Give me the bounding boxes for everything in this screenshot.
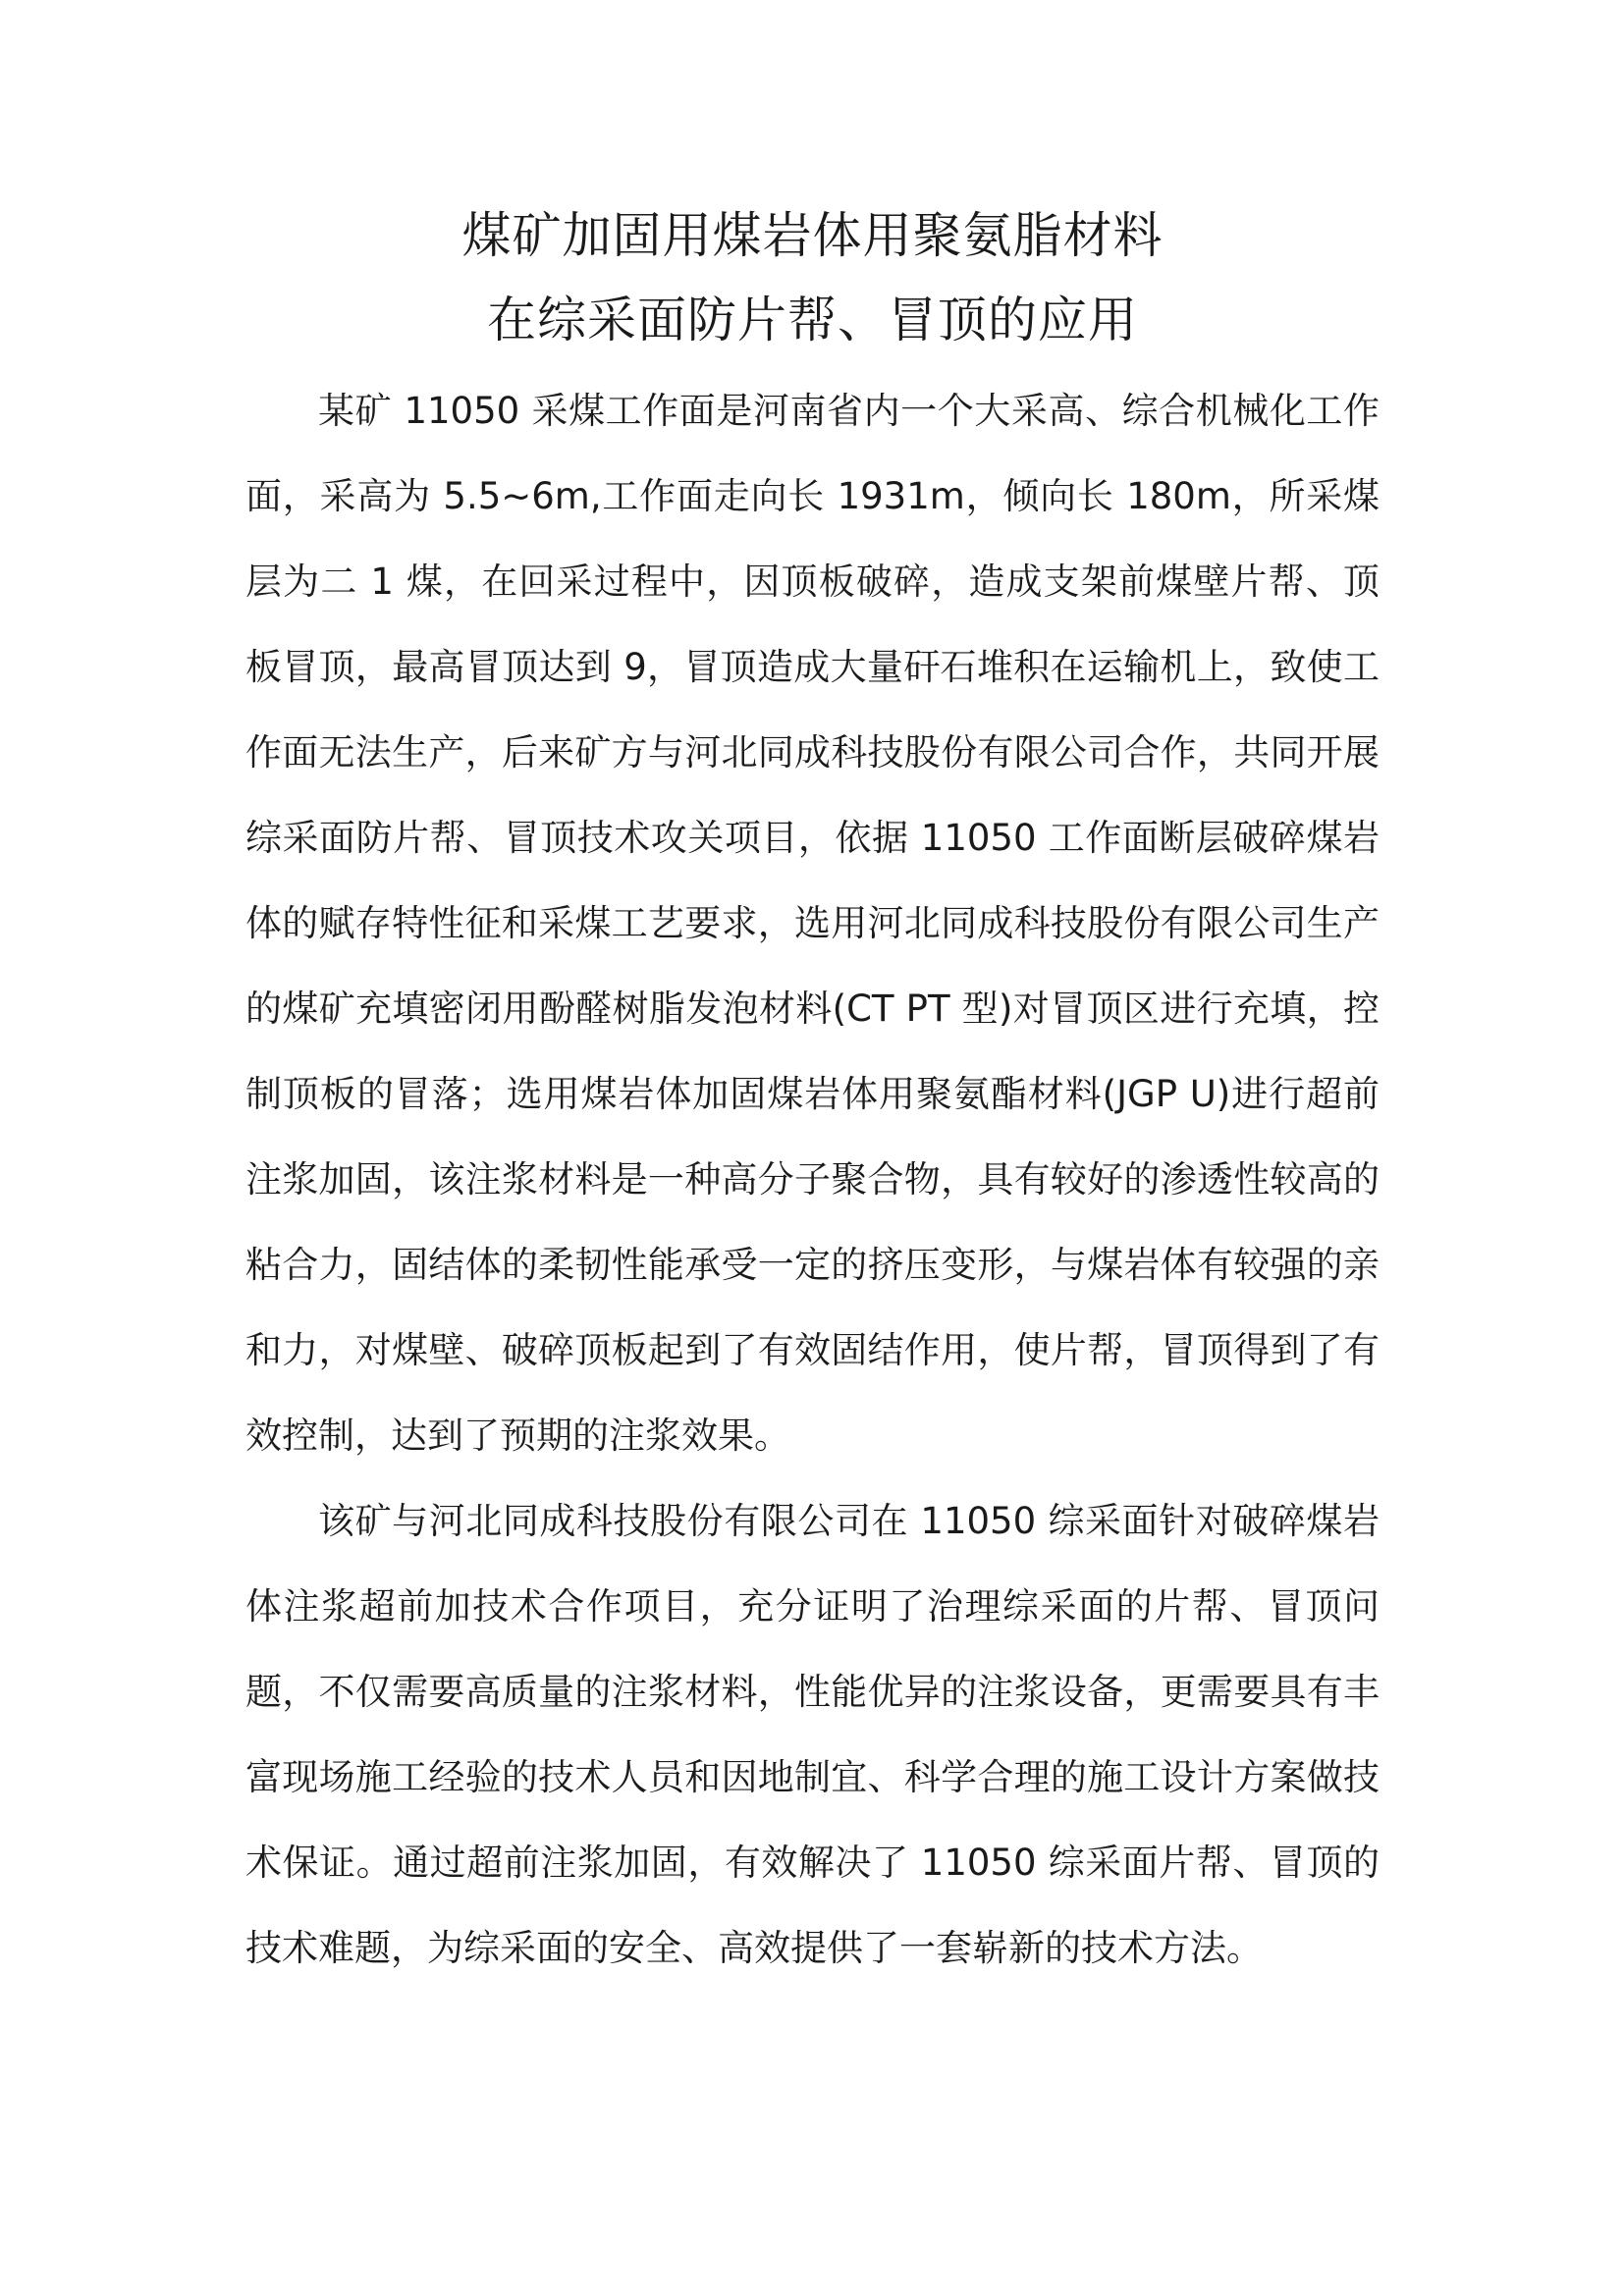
document-title-line-2: 在综采面防片帮、冒顶的应用 xyxy=(487,292,1138,348)
body-paragraph-1: 某矿 11050 采煤工作面是河南省内一个大采高、综合机械化工作面，采高为 5.5~6m,工作面走向长 1931m，倾向长 180m，所采煤层为二 1 煤，在回采过程中，因顶板破碎，造成支架前煤壁片帮、顶板冒顶，最高冒顶达到 9，冒顶造成大量矸石堆积在运输机上，致使工作面无法生产，后来矿方与河北同成科技股份有限公司合作，共同开展综采面防片帮、冒顶技术攻关项目，依据 11050 工作面断层破碎煤岩体的赋存特性征和采煤工艺要求，选用河北同成科技股份有限公司生产的煤矿充填密闭用酚醛树脂发泡材料(CT PT 型)对冒顶区进行充填，控制顶板的冒落；选用煤岩体加固煤岩体用聚氨酯材料(JGP U)进行超前注浆加固，该注浆材料是一种高分子聚合物，具有较好的渗透性较高的粘合力，固结体的柔韧性能承受一定的挤压变形，与煤岩体有较强的亲和力，对煤壁、破碎顶板起到了有效固结作用，使片帮，冒顶得到了有效控制，达到了预期的注浆效果。 xyxy=(245,390,1380,1457)
document-title-line-1: 煤矿加固用煤岩体用聚氨脂材料 xyxy=(461,207,1164,264)
body-paragraph-2: 该矿与河北同成科技股份有限公司在 11050 综采面针对破碎煤岩体注浆超前加技术合作项目，充分证明了治理综采面的片帮、冒顶问题，不仅需要高质量的注浆材料，性能优异的注浆设备，更需要具有丰富现场施工经验的技术人员和因地制宜、科学合理的施工设计方案做技术保证。通过超前注浆加固，有效解决了 11050 综采面片帮、冒顶的技术难题，为综采面的安全、高效提供了一套崭新的技术方法。 xyxy=(245,1500,1380,1969)
